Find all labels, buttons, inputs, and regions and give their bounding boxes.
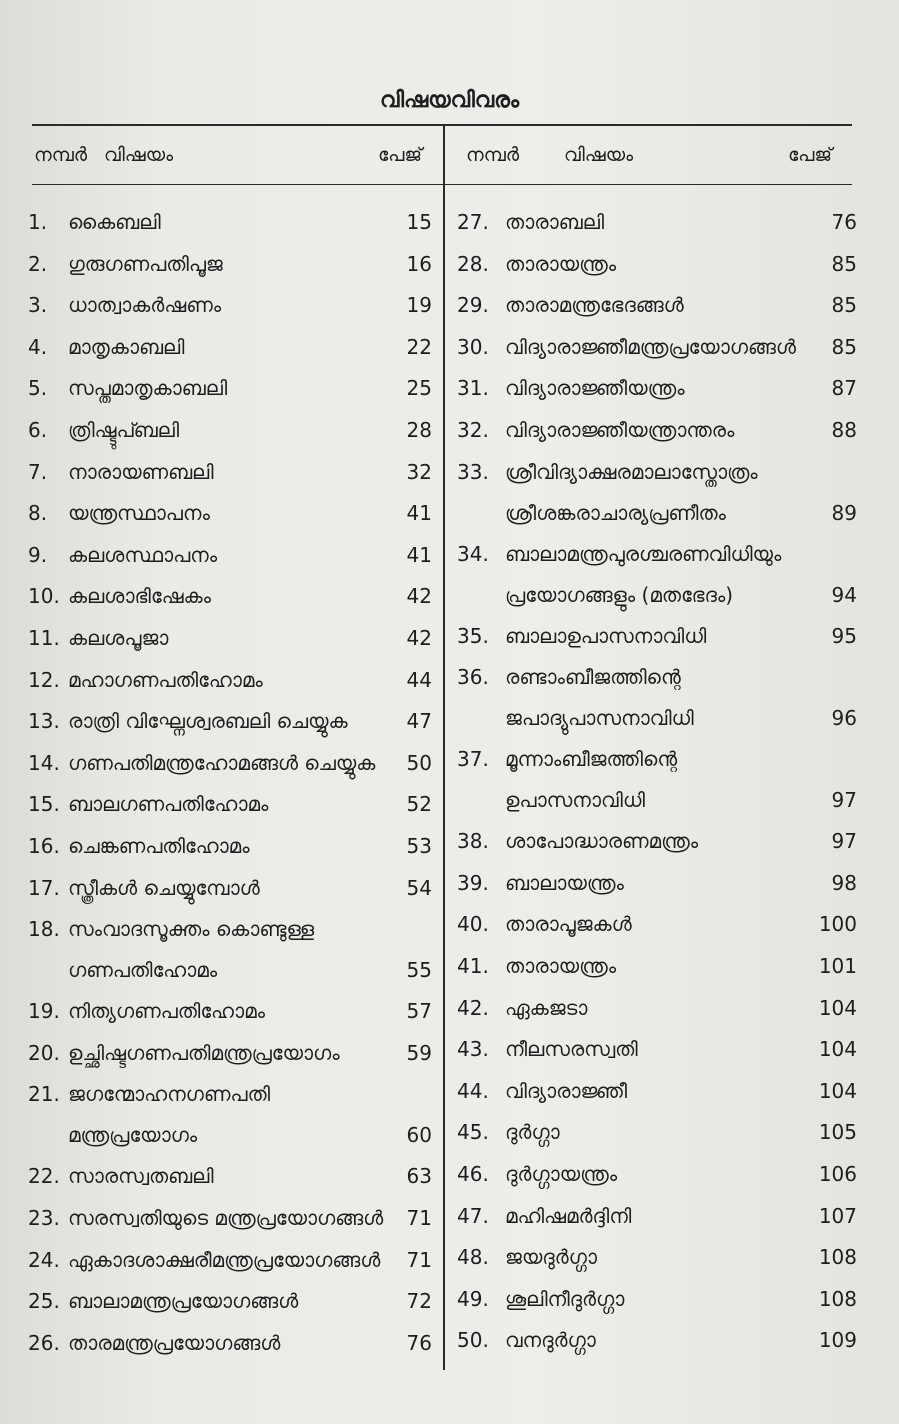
toc-entry [445,1237,899,1279]
entry-title: ബാലഗണപതിഹോമം [68,792,269,817]
entry-title: ബാലാമന്ത്രപ്രയോഗങ്ങൾ [68,1289,299,1314]
toc-entry [445,821,899,863]
entry-page-number: 59 [406,1040,432,1065]
entry-title: താരാപൂജകൾ [505,912,632,937]
entry-number: 41. [457,954,489,978]
entry-page-number: 54 [406,875,432,900]
entry-page-number: 104 [818,1037,857,1062]
entry-page-number: 104 [818,1078,857,1103]
entry-number: 26. [28,1330,60,1355]
toc-entry [0,1323,443,1365]
entry-number: 34. [457,541,489,566]
toc-entry [0,410,443,452]
entry-title: ശാപോദ്ധാരണമന്ത്രം [505,829,699,854]
entry-number: 49. [457,1286,489,1311]
entry-page-number: 101 [818,954,857,978]
entry-page-number: 55 [406,958,432,983]
entry-number: 36. [457,665,489,690]
toc-entry [0,826,443,868]
toc-entry [0,1281,443,1323]
entry-number: 6. [28,418,48,442]
toc-entry [445,1112,899,1154]
entry-number: 31. [457,376,489,401]
toc-entry [0,701,443,743]
entry-title: സംവാദസൂക്തം കൊണ്ടുള്ള [68,917,315,942]
entry-page-number: 94 [831,582,857,607]
right-header-subject: വിഷയം [564,144,634,166]
entry-page-number: 25 [406,376,432,401]
entry-page-number: 19 [406,293,432,318]
entry-page-number: 97 [831,788,857,813]
entry-title: മഹാഗണപതിഹോമം [68,667,263,692]
entry-page-number: 105 [818,1120,857,1145]
toc-entry [445,1154,899,1196]
toc-entry [445,1196,899,1238]
toc-entry [0,660,443,702]
entry-title: ദുർഗ്ഗായന്ത്രം [505,1162,618,1186]
entry-number: 30. [457,334,489,359]
entry-page-number: 98 [831,870,857,895]
entry-page-number: 88 [831,418,857,442]
entry-title: സ്ത്രീകൾ ചെയ്യുമ്പോൾ [68,875,260,900]
toc-entry [0,784,443,826]
entry-title: ബാലാഉപാസനാവിധി [505,623,707,648]
entry-page-number: 42 [406,626,432,650]
entry-title: ധാത്വാകർഷണം [68,293,222,318]
entry-title: ഏകാദശാക്ഷരീമന്ത്രപ്രയോഗങ്ങൾ [68,1247,381,1272]
entry-page-number: 41 [406,542,432,567]
entry-number: 46. [457,1162,489,1186]
entry-title: സപ്തമാതൃകാബലി [68,376,228,401]
toc-entry [0,1074,443,1156]
entry-number: 28. [457,251,489,276]
entry-number: 1. [28,210,48,234]
toc-entry [445,244,899,286]
entry-page-number: 107 [818,1203,857,1228]
entry-number: 8. [28,501,48,526]
entry-page-number: 106 [818,1162,857,1186]
entry-title-continued: ഗണപതിഹോമം [68,958,218,983]
entry-number: 13. [28,709,60,734]
entry-title: മാതൃകാബലി [68,334,185,359]
entry-number: 50. [457,1328,489,1353]
entry-number: 44. [457,1078,489,1103]
entry-title: ബാലാമന്ത്രപുരശ്ചരണവിധിയും [505,541,782,566]
entry-number: 42. [457,995,489,1020]
toc-entry [0,327,443,369]
entry-title: വിദ്യാരാജ്ഞീമന്ത്രപ്രയോഗങ്ങൾ [505,334,796,359]
entry-title: നാരായണബലി [68,459,214,484]
entry-number: 3. [28,293,48,318]
entry-title: ഗുരുഗണപതിപൂജ [68,251,223,276]
entry-number: 16. [28,834,60,858]
toc-entry [0,743,443,785]
entry-page-number: 108 [818,1245,857,1270]
entry-number: 23. [28,1206,60,1230]
entry-number: 14. [28,750,60,775]
entry-page-number: 60 [406,1123,432,1148]
entry-page-number: 89 [831,500,857,525]
entry-page-number: 47 [406,709,432,734]
entry-page-number: 71 [406,1206,432,1230]
toc-entry [0,244,443,286]
entry-page-number: 85 [831,251,857,276]
entry-page-number: 85 [831,293,857,318]
entry-number: 45. [457,1120,489,1145]
entry-title-continued: പ്രയോഗങ്ങളും (മതഭേദം) [505,582,734,607]
entry-page-number: 53 [406,834,432,858]
toc-entry [0,452,443,494]
entry-number: 5. [28,376,48,401]
entry-title-continued: ഉപാസനാവിധി [505,788,645,813]
entry-title: താരാബലി [505,210,605,234]
entry-title: ശൂലിനീദുർഗ്ഗാ [505,1286,625,1311]
entry-title: ഗണപതിമന്ത്രഹോമങ്ങൾ ചെയ്യുക [68,750,376,775]
entry-number: 33. [457,459,489,484]
entry-title: മൂന്നാംബീജത്തിന്റെ [505,747,678,772]
toc-entry [445,988,899,1030]
entry-number: 38. [457,829,489,854]
entry-number: 18. [28,917,60,942]
toc-entry [0,1240,443,1282]
entry-number: 7. [28,459,48,484]
entry-title: ത്രിഷ്ടുപ്ബലി [68,418,180,442]
entry-page-number: 44 [406,667,432,692]
entry-title: യന്ത്രസ്ഥാപനം [68,501,210,526]
entry-title: താരായന്ത്രം [505,251,617,276]
entry-page-number: 100 [818,912,857,937]
entry-title: ചെങ്കണപതിഹോമം [68,834,250,858]
entry-page-number: 85 [831,334,857,359]
toc-entry [0,202,443,244]
entry-number: 2. [28,251,48,276]
entry-page-number: 76 [406,1330,432,1355]
entry-number: 47. [457,1203,489,1228]
toc-entry [445,202,899,244]
entry-page-number: 108 [818,1286,857,1311]
entry-number: 21. [28,1082,60,1107]
entry-title: നിത്യഗണപതിഹോമം [68,999,266,1024]
entry-title: ബാലായന്ത്രം [505,870,624,895]
entry-page-number: 96 [831,706,857,731]
entry-number: 15. [28,792,60,817]
toc-entry [0,535,443,577]
entry-title: കലശപൂജാ [68,626,169,650]
toc-entry [0,285,443,327]
toc-entry [445,410,899,452]
entry-number: 29. [457,293,489,318]
entry-title: ഏകജടാ [505,995,588,1020]
toc-entry [0,1033,443,1075]
toc-entry [445,534,899,616]
entry-title: കലശസ്ഥാപനം [68,542,218,567]
entry-number: 35. [457,623,489,648]
toc-entry [0,368,443,410]
entry-number: 24. [28,1247,60,1272]
toc-entry [445,327,899,369]
entry-title: ജയദുർഗ്ഗാ [505,1245,597,1270]
header-top-rule [32,124,852,126]
entry-title: രണ്ടാംബീജത്തിന്റെ [505,665,681,690]
entry-page-number: 16 [406,251,432,276]
entry-title-continued: മന്ത്രപ്രയോഗം [68,1123,198,1148]
toc-entry [445,285,899,327]
entry-number: 27. [457,210,489,234]
toc-entry [445,1029,899,1071]
toc-entry [0,493,443,535]
entry-page-number: 87 [831,376,857,401]
toc-entry [0,618,443,660]
entry-page-number: 42 [406,584,432,609]
toc-entry [445,1279,899,1321]
entry-number: 37. [457,747,489,772]
entry-title: സരസ്വതിയുടെ മന്ത്രപ്രയോഗങ്ങൾ [68,1206,384,1230]
entry-number: 4. [28,334,48,359]
toc-entry [445,904,899,946]
toc-entry [0,991,443,1033]
toc-entry [445,739,899,821]
left-header-number: നമ്പർ [34,144,88,166]
toc-entry [445,946,899,988]
entry-number: 25. [28,1289,60,1314]
entry-page-number: 15 [406,210,432,234]
toc-entry [445,863,899,905]
right-header-number: നമ്പർ [466,144,520,166]
entry-number: 20. [28,1040,60,1065]
entry-page-number: 22 [406,334,432,359]
entry-title-continued: ജപാദ്യുപാസനാവിധി [505,706,694,731]
entry-page-number: 72 [406,1289,432,1314]
entry-title: സാരസ്വതബലി [68,1164,214,1189]
entry-title: വിദ്യാരാജ്ഞീ [505,1078,628,1103]
entry-title: ദുർഗ്ഗാ [505,1120,560,1145]
right-header-page: പേജ് [788,144,833,166]
header-bottom-rule [32,184,852,185]
toc-entry [445,1071,899,1113]
entry-title: താരമന്ത്രപ്രയോഗങ്ങൾ [68,1330,281,1355]
entry-page-number: 71 [406,1247,432,1272]
entry-title: വിദ്യാരാജ്ഞീയന്ത്രാന്തരം [505,418,735,442]
toc-entry [0,909,443,991]
entry-title: വനദുർഗ്ഗാ [505,1328,596,1353]
entry-number: 12. [28,667,60,692]
entry-title: കലശാഭിഷേകം [68,584,212,609]
left-header-subject: വിഷയം [104,144,174,166]
entry-title: കൈബലി [68,210,161,234]
entry-number: 43. [457,1037,489,1062]
toc-entry [445,368,899,410]
entry-title: ജഗന്മോഹനഗണപതി [68,1082,271,1107]
toc-entry [445,657,899,739]
entry-page-number: 109 [818,1328,857,1353]
entry-title: നീലസരസ്വതി [505,1037,638,1062]
toc-entry [0,1156,443,1198]
entry-page-number: 50 [406,750,432,775]
entry-page-number: 41 [406,501,432,526]
entry-page-number: 95 [831,623,857,648]
entry-title: വിദ്യാരാജ്ഞീയന്ത്രം [505,376,685,401]
entry-number: 10. [28,584,60,609]
entry-title: രാത്രി വിഘ്നേശ്വരബലി ചെയ്യുക [68,709,348,734]
toc-entry [445,452,899,534]
entry-title-continued: ശ്രീശങ്കരാചാര്യപ്രണീതം [505,500,726,525]
entry-number: 17. [28,875,60,900]
entry-number: 22. [28,1164,60,1189]
toc-entry [0,868,443,910]
entry-page-number: 57 [406,999,432,1024]
entry-page-number: 63 [406,1164,432,1189]
entry-page-number: 76 [831,210,857,234]
entry-title: മഹിഷമർദ്ദിനി [505,1203,632,1228]
entry-title: താരാമന്ത്രഭേദങ്ങൾ [505,293,684,318]
entry-number: 11. [28,626,60,650]
entry-number: 9. [28,542,48,567]
entry-number: 40. [457,912,489,937]
entry-number: 48. [457,1245,489,1270]
entry-page-number: 32 [406,459,432,484]
toc-entry [445,616,899,658]
entry-title: താരായന്ത്രം [505,954,617,978]
toc-entry [445,1320,899,1362]
toc-entry [0,1198,443,1240]
entry-number: 19. [28,999,60,1024]
entry-title: ഉച്ഛിഷ്ടഗണപതിമന്ത്രപ്രയോഗം [68,1040,340,1065]
entry-number: 32. [457,418,489,442]
toc-entry [0,576,443,618]
entry-page-number: 28 [406,418,432,442]
left-header-page: പേജ് [378,144,423,166]
entry-page-number: 104 [818,995,857,1020]
page-title: വിഷയവിവരം [379,88,520,113]
entry-title: ശ്രീവിദ്യാക്ഷരമാലാസ്തോത്രം [505,459,758,484]
entry-number: 39. [457,870,489,895]
entry-page-number: 52 [406,792,432,817]
entry-page-number: 97 [831,829,857,854]
